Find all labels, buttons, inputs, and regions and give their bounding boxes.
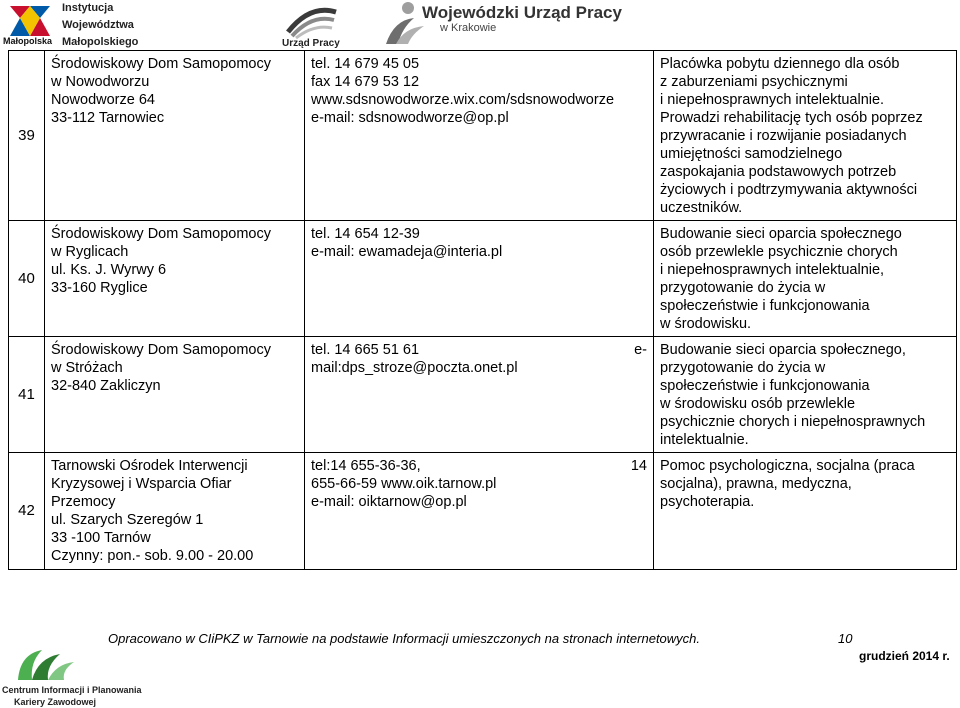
table-row (9, 221, 957, 337)
contact-cell: tel. 14 654 12-39 e-mail: ewamadeja@interia.pl (305, 221, 654, 337)
page-number: 10 (838, 631, 853, 646)
wup-title: Wojewódzki Urząd Pracy (422, 3, 622, 22)
cipkz-caption-line2: Kariery Zawodowej (14, 697, 97, 707)
row-number: 39 (9, 51, 45, 221)
institution-name-cell: Środowiskowy Dom Samopomocy w Stróżach 32-840 Zakliczyn (45, 337, 305, 453)
institution-name-cell: Środowiskowy Dom Samopomocy w Nowodworzu Nowodworze 64 33-112 Tarnowiec (45, 51, 305, 221)
malopolska-caption: Małopolska (3, 36, 53, 46)
table-row (9, 51, 957, 221)
institution-name-cell: Tarnowski Ośrodek Interwencji Kryzysowej i Wsparcia Ofiar Przemocy ul. Szarych Szeregów 1 33 -100 Tarnów Czynny: pon.- sob. 9.00 - 20.00 (45, 453, 305, 570)
cipkz-logo-icon (8, 640, 88, 690)
contact-cell: tel. 14 679 45 05 fax 14 679 53 12 www.sdsnowodworze.wix.com/sdsnowodworze e-mail: sdsnowodworze@op.pl (305, 51, 654, 221)
email-link[interactable]: e-mail: oiktarnow@op.pl (311, 494, 467, 510)
website-link[interactable]: 655-66-59 www.oik.tarnow.pl (311, 476, 497, 492)
malopolska-institution-text: Instytucja Województwa Małopolskiego (62, 2, 139, 48)
row-number: 40 (9, 221, 45, 337)
description-cell: Placówka pobytu dziennego dla osób z zaburzeniami psychicznymi i niepełnosprawnych intelektualnie. Prowadzi rehabilitację tych osób poprzez przywracanie i rozwijanie posiadanych umiejętności samodzielnego zaspokajania podstawowych potrzeb życiowych i podtrzymywania aktywności uczestników. (654, 51, 957, 221)
institutions-table (8, 50, 957, 570)
wup-subtitle: w Krakowie (440, 22, 497, 34)
contact-cell: tel:14 655-36-36, 14 655-66-59 www.oik.tarnow.pl e-mail: oiktarnow@op.pl (305, 453, 654, 570)
wup-logo-icon (380, 0, 428, 48)
footer-date: grudzień 2014 r. (859, 649, 950, 663)
website-link[interactable]: www.sdsnowodworze.wix.com/sdsnowodworze (311, 92, 615, 108)
institution-name-cell: Środowiskowy Dom Samopomocy w Ryglicach ul. Ks. J. Wyrwy 6 33-160 Ryglice (45, 221, 305, 337)
description-cell: Budowanie sieci oparcia społecznego, przygotowanie do życia w społeczeństwie i funkcjonowania w środowisku osób przewlekle psychicznie chorych i niepełnosprawnych intelektualnie. (654, 337, 957, 453)
description-cell: Budowanie sieci oparcia społecznego osób przewlekle psychicznie chorych i niepełnosprawnych intelektualnie, przygotowanie do życia w społeczeństwie i funkcjonowania w środowisku. (654, 221, 957, 337)
email-link[interactable]: e-mail: sdsnowodworze@op.pl (311, 110, 509, 126)
urzad-pracy-caption: Urząd Pracy (282, 38, 340, 49)
email-link[interactable]: mail:dps_stroze@poczta.onet.pl (311, 360, 518, 376)
table-row (9, 337, 957, 453)
table-row (9, 453, 957, 570)
row-number: 42 (9, 453, 45, 570)
urzad-pracy-logo-icon (282, 2, 342, 40)
description-cell: Pomoc psychologiczna, socjalna (praca socjalna), prawna, medyczna, psychoterapia. (654, 453, 957, 570)
cipkz-caption-line1: Centrum Informacji i Planowania (2, 685, 142, 695)
footer-source-note: Opracowano w CIiPKZ w Tarnowie na podstawie Informacji umieszczonych na stronach internetowych. (108, 631, 701, 646)
email-link[interactable]: e-mail: ewamadeja@interia.pl (311, 244, 503, 260)
contact-cell: tel. 14 665 51 61 e- mail:dps_stroze@poczta.onet.pl (305, 337, 654, 453)
row-number: 41 (9, 337, 45, 453)
